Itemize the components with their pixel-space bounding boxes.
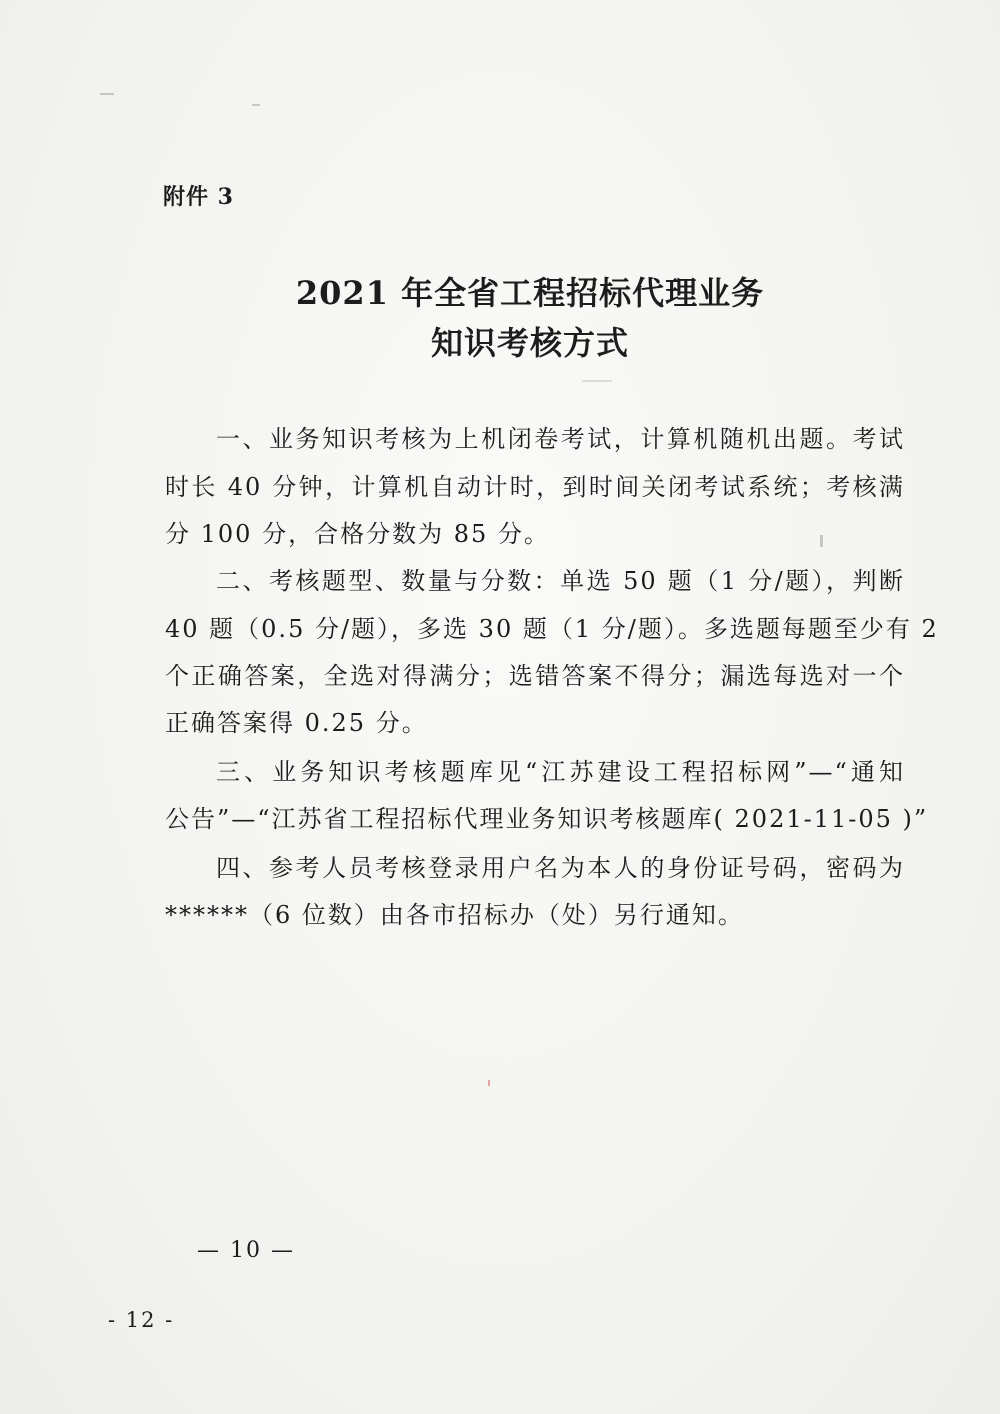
paragraph-4-line-1: 四、参考人员考核登录用户名为本人的身份证号码，密码为 xyxy=(216,854,905,882)
paragraph-4-line-2: ******（6 位数）由各市招标办（处）另行通知。 xyxy=(165,901,744,929)
paragraph-2-line-3: 个正确答案，全选对得满分；选错答案不得分；漏选每选对一个 xyxy=(165,662,905,690)
paragraph-2-line-4: 正确答案得 0.25 分。 xyxy=(165,709,428,737)
scan-speck xyxy=(100,93,114,95)
paragraph-2-line-2: 40 题（0.5 分/题），多选 30 题（1 分/题）。多选题每题至少有 2 xyxy=(165,615,939,643)
scan-speck xyxy=(488,1080,490,1086)
page-number-outer: - 12 - xyxy=(108,1308,175,1332)
page-title-line-1: 2021 年全省工程招标代理业务 xyxy=(295,274,765,312)
paragraph-3-line-1: 三、业务知识考核题库见“江苏建设工程招标网”—“通知 xyxy=(216,758,905,786)
paragraph-1-line-1: 一、业务知识考核为上机闭卷考试，计算机随机出题。考试 xyxy=(216,425,905,453)
page-title-line-2: 知识考核方式 xyxy=(430,324,629,362)
scan-speck xyxy=(582,380,612,382)
scan-speck xyxy=(252,104,260,106)
page-number-inner: — 10 — xyxy=(197,1238,295,1263)
paragraph-1-line-3: 分 100 分，合格分数为 85 分。 xyxy=(165,520,550,548)
paragraph-1-line-2: 时长 40 分钟，计算机自动计时，到时间关闭考试系统；考核满 xyxy=(165,473,905,501)
paragraph-2-line-1: 二、考核题型、数量与分数：单选 50 题（1 分/题），判断 xyxy=(216,567,905,595)
attachment-label: 附件 3 xyxy=(163,184,234,210)
paragraph-3-line-2: 公告”—“江苏省工程招标代理业务知识考核题库( 2021-11-05 )” xyxy=(165,805,929,833)
